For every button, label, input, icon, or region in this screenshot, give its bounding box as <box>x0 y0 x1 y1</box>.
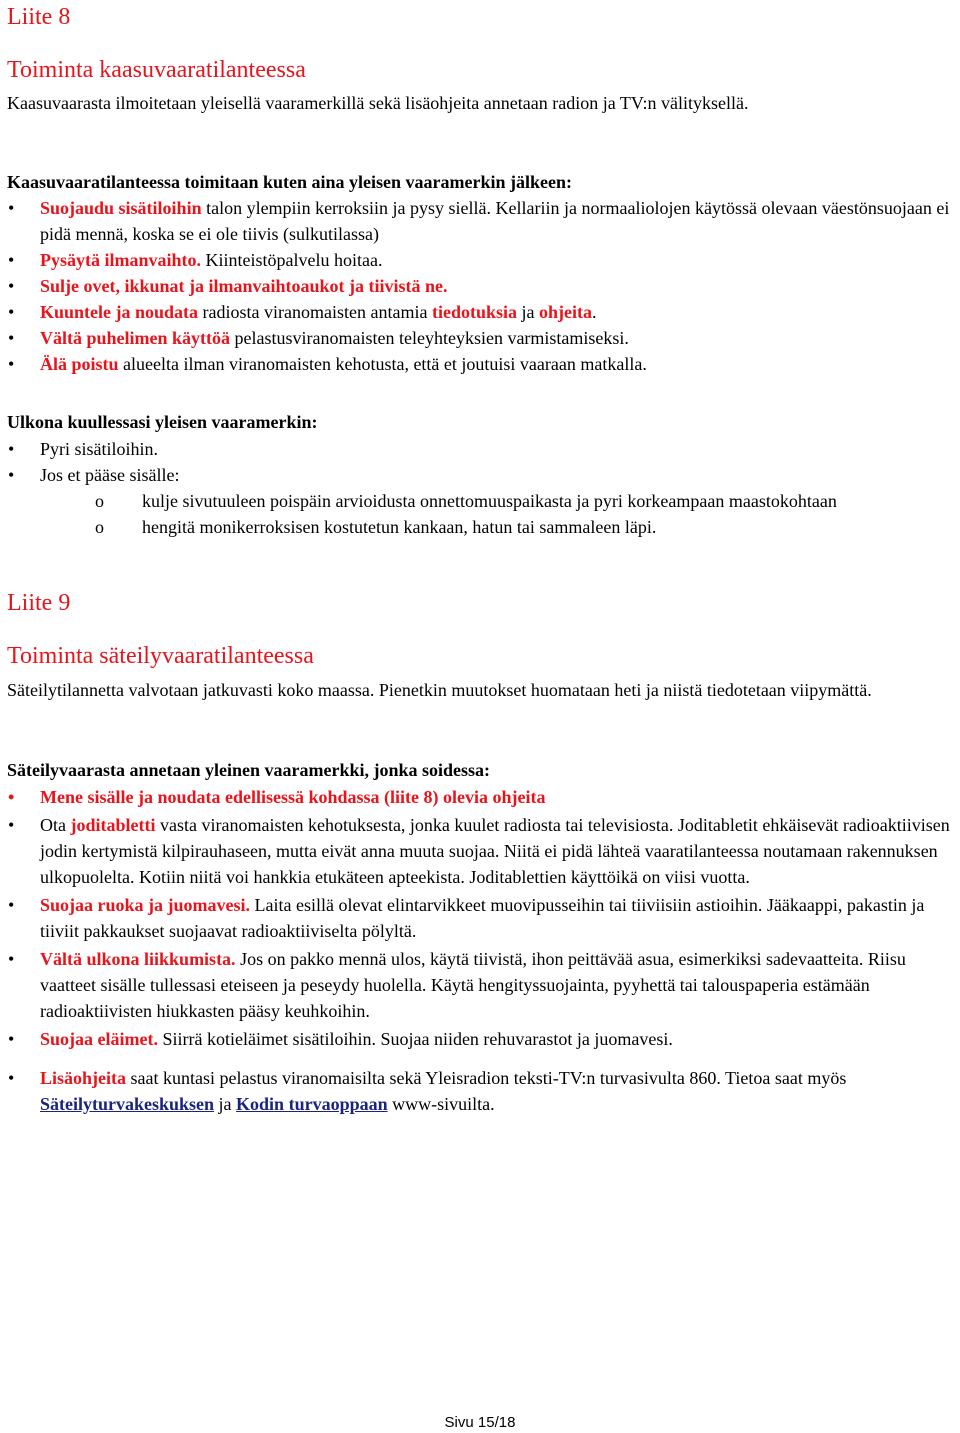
list-item: • Pyri sisätiloihin. <box>7 436 957 462</box>
list-item: • Lisäohjeita saat kuntasi pelastus viranomaisilta sekä Yleisradion teksti-TV:n turvasivulta 860. Tietoa saat myös Säteilyturvakeskuksen ja Kodin turvaoppaan www-sivuilta. <box>7 1065 957 1117</box>
liite8-outdoor-list <box>7 436 957 540</box>
page-number: Sivu 15/18 <box>444 1414 516 1431</box>
liite8-section1-heading: Kaasuvaaratilanteessa toimitaan kuten aina yleisen vaaramerkin jälkeen: <box>7 172 572 192</box>
list-item: • Kuuntele ja noudata radiosta viranomaisten antamia tiedotuksia ja ohjeita. <box>7 299 957 325</box>
liite8-instructions <box>7 195 957 377</box>
liite9-title: Toiminta säteilyvaaratilanteessa <box>7 643 314 669</box>
list-item: • Sulje ovet, ikkunat ja ilmanvaihtoaukot ja tiivistä ne. <box>7 273 957 299</box>
list-item: • Pysäytä ilmanvaihto. Kiinteistöpalvelu hoitaa. <box>7 247 957 273</box>
list-item: • Suojaudu sisätiloihin talon ylempiin kerroksiin ja pysy siellä. Kellariin ja normaaliolojen käytössä olevaan väestönsuojaan ei pidä mennä, koska se ei ole tiivis (sulkutilassa) <box>7 195 957 247</box>
list-item: • Vältä ulkona liikkumista. Jos on pakko mennä ulos, käytä tiivistä, ihon peittävää asua, esimerkiksi sadevaatteita. Riisu vaatteet sisälle tullessasi eteiseen ja peseydy huolella. Käytä hengityssuojainta, pyyhettä tai talouspaperia estämään radioaktiivisten hiukkasten pääsy keuhkoihin. <box>7 946 957 1024</box>
liite8-section2-heading: Ulkona kuullessasi yleisen vaaramerkin: <box>7 412 318 432</box>
list-item: • Vältä puhelimen käyttöä pelastusviranomaisten teleyhteyksien varmistamiseksi. <box>7 325 957 351</box>
list-item: • Mene sisälle ja noudata edellisessä kohdassa (liite 8) olevia ohjeita <box>7 784 957 810</box>
liite8-title: Toiminta kaasuvaaratilanteessa <box>7 57 306 83</box>
list-item: • Ota joditabletti vasta viranomaisten kehotuksesta, jonka kuulet radiosta tai televisiosta. Joditabletit ehkäisevät radioaktiivisen jodin kertymistä kilpirauhaseen, mutta eivät anna muuta suojaa. Niitä ei pidä lähteä vaaratilanteessa noutamaan rakennuksen ulkopuolelta. Kotiin niitä voi hankkia etukäteen apteekista. Joditablettien käyttöikä on viisi vuotta. <box>7 812 957 890</box>
liite9-instructions <box>7 784 957 1117</box>
liite9-intro: Säteilytilannetta valvotaan jatkuvasti koko maassa. Pienetkin muutokset huomataan heti ja niistä tiedotetaan viipymättä. <box>7 680 872 700</box>
sateilyturvakeskus-link[interactable]: Säteilyturvakeskuksen <box>40 1094 215 1114</box>
list-item: • Jos et pääse sisälle: <box>7 462 957 488</box>
sub-list-item: o hengitä monikerroksisen kostutetun kankaan, hatun tai sammaleen läpi. <box>95 517 657 537</box>
liite9-heading: Liite 9 <box>7 590 71 616</box>
list-item: • Suojaa eläimet. Siirrä kotieläimet sisätiloihin. Suojaa niiden rehuvarastot ja juomavesi. <box>7 1026 957 1052</box>
list-item: • Suojaa ruoka ja juomavesi. Laita esillä olevat elintarvikkeet muovipusseihin tai tiiviisiin astioihin. Jääkaappi, pakastin ja tiiviit pakkaukset suojaavat radioaktiiviselta pölyltä. <box>7 892 957 944</box>
liite9-section-heading: Säteilyvaarasta annetaan yleinen vaaramerkki, jonka soidessa: <box>7 760 491 780</box>
kodin-turvaopas-link[interactable]: Kodin turvaoppaan <box>236 1094 388 1114</box>
sub-list-item: o kulje sivutuuleen poispäin arvioidusta onnettomuuspaikasta ja pyri korkeampaan maastokohtaan <box>95 491 837 511</box>
list-item: • Älä poistu alueelta ilman viranomaisten kehotusta, että et joutuisi vaaraan matkalla. <box>7 351 957 377</box>
liite8-heading: Liite 8 <box>7 4 71 30</box>
liite8-intro: Kaasuvaarasta ilmoitetaan yleisellä vaaramerkillä sekä lisäohjeita annetaan radion ja TV:n välityksellä. <box>7 93 749 113</box>
